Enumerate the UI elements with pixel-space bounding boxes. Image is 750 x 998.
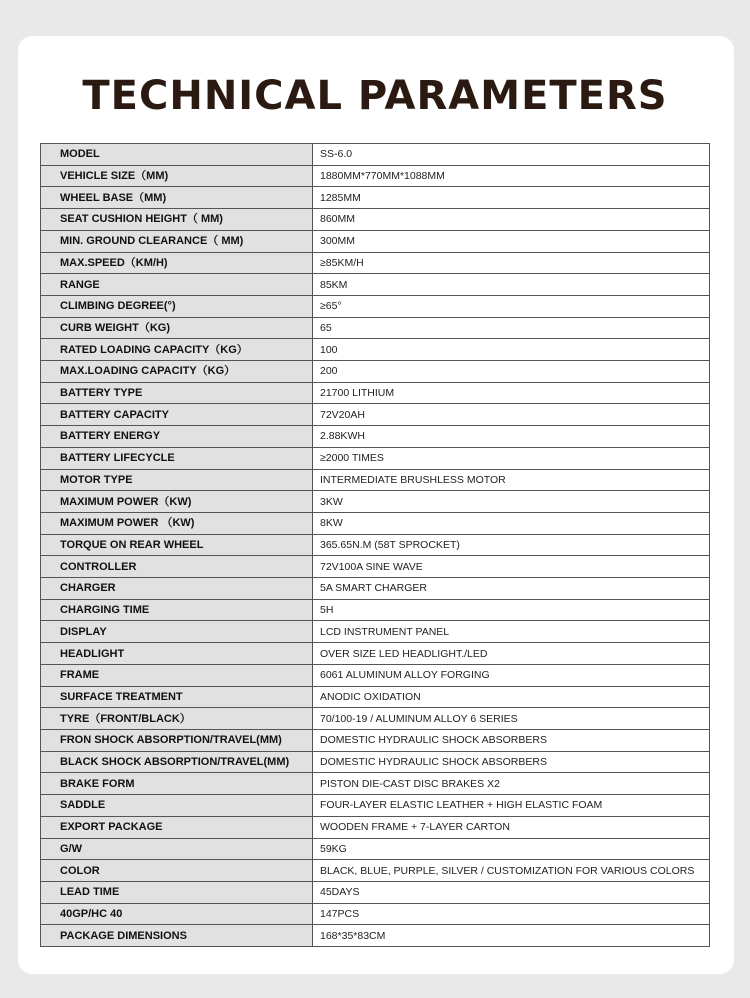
table-row — [41, 578, 710, 600]
parameter-value: PISTON DIE-CAST DISC BRAKES X2 — [313, 773, 710, 795]
parameter-value: 2.88KWH — [313, 426, 710, 448]
parameter-label: BLACK SHOCK ABSORPTION/TRAVEL(MM) — [41, 751, 313, 773]
table-row — [41, 447, 710, 469]
parameter-value: WOODEN FRAME + 7-LAYER CARTON — [313, 816, 710, 838]
parameters-table-body — [41, 144, 710, 947]
parameter-value: 6061 ALUMINUM ALLOY FORGING — [313, 664, 710, 686]
table-row — [41, 686, 710, 708]
parameter-value: FOUR-LAYER ELASTIC LEATHER + HIGH ELASTIC FOAM — [313, 795, 710, 817]
table-row — [41, 795, 710, 817]
parameter-value: 70/100-19 / ALUMINUM ALLOY 6 SERIES — [313, 708, 710, 730]
parameter-value: 5H — [313, 599, 710, 621]
parameter-label: TORQUE ON REAR WHEEL — [41, 534, 313, 556]
table-row — [41, 295, 710, 317]
parameter-label: EXPORT PACKAGE — [41, 816, 313, 838]
parameter-label: MAX.LOADING CAPACITY（KG） — [41, 361, 313, 383]
parameter-label: CLIMBING DEGREE(°) — [41, 295, 313, 317]
parameter-label: CHARGING TIME — [41, 599, 313, 621]
parameter-label: SEAT CUSHION HEIGHT（ MM) — [41, 209, 313, 231]
parameter-value: 8KW — [313, 512, 710, 534]
table-row — [41, 621, 710, 643]
parameter-value: 72V100A SINE WAVE — [313, 556, 710, 578]
parameter-value: 85KM — [313, 274, 710, 296]
table-row — [41, 773, 710, 795]
parameter-label: TYRE（FRONT/BLACK） — [41, 708, 313, 730]
table-row — [41, 881, 710, 903]
table-row — [41, 664, 710, 686]
table-row — [41, 317, 710, 339]
table-row — [41, 404, 710, 426]
parameter-value: 5A SMART CHARGER — [313, 578, 710, 600]
parameter-label: BRAKE FORM — [41, 773, 313, 795]
parameter-label: G/W — [41, 838, 313, 860]
table-row — [41, 274, 710, 296]
parameter-value: 72V20AH — [313, 404, 710, 426]
parameter-value: 3KW — [313, 491, 710, 513]
parameter-label: MODEL — [41, 144, 313, 166]
parameter-value: 300MM — [313, 230, 710, 252]
parameter-label: SADDLE — [41, 795, 313, 817]
parameter-value: 365.65N.M (58T SPROCKET) — [313, 534, 710, 556]
parameter-value: 45DAYS — [313, 881, 710, 903]
parameter-label: FRON SHOCK ABSORPTION/TRAVEL(MM) — [41, 729, 313, 751]
table-row — [41, 339, 710, 361]
table-row — [41, 361, 710, 383]
table-row — [41, 643, 710, 665]
parameter-label: FRAME — [41, 664, 313, 686]
parameter-value: BLACK, BLUE, PURPLE, SILVER / CUSTOMIZATION FOR VARIOUS COLORS — [313, 860, 710, 882]
parameter-label: BATTERY CAPACITY — [41, 404, 313, 426]
parameter-label: HEADLIGHT — [41, 643, 313, 665]
table-row — [41, 252, 710, 274]
parameter-value: 59KG — [313, 838, 710, 860]
parameter-label: BATTERY LIFECYCLE — [41, 447, 313, 469]
parameter-value: SS-6.0 — [313, 144, 710, 166]
parameter-label: CONTROLLER — [41, 556, 313, 578]
parameter-value: 100 — [313, 339, 710, 361]
parameter-label: CHARGER — [41, 578, 313, 600]
parameter-value: 65 — [313, 317, 710, 339]
parameter-value: 200 — [313, 361, 710, 383]
parameter-label: PACKAGE DIMENSIONS — [41, 925, 313, 947]
table-row — [41, 838, 710, 860]
table-row — [41, 165, 710, 187]
page-title: TECHNICAL PARAMETERS — [82, 73, 668, 119]
table-row — [41, 751, 710, 773]
table-row — [41, 469, 710, 491]
parameter-label: MOTOR TYPE — [41, 469, 313, 491]
parameter-value: 168*35*83CM — [313, 925, 710, 947]
table-row — [41, 860, 710, 882]
parameter-value: OVER SIZE LED HEADLIGHT./LED — [313, 643, 710, 665]
parameter-value: 1880MM*770MM*1088MM — [313, 165, 710, 187]
table-row — [41, 534, 710, 556]
parameter-value: ≥85KM/H — [313, 252, 710, 274]
table-row — [41, 426, 710, 448]
parameter-label: CURB WEIGHT（KG) — [41, 317, 313, 339]
parameter-label: DISPLAY — [41, 621, 313, 643]
table-row — [41, 556, 710, 578]
parameter-value: LCD INSTRUMENT PANEL — [313, 621, 710, 643]
parameter-value: 860MM — [313, 209, 710, 231]
parameter-value: DOMESTIC HYDRAULIC SHOCK ABSORBERS — [313, 751, 710, 773]
parameter-value: ≥2000 TIMES — [313, 447, 710, 469]
table-row — [41, 903, 710, 925]
parameter-label: SURFACE TREATMENT — [41, 686, 313, 708]
table-row — [41, 144, 710, 166]
parameter-label: BATTERY ENERGY — [41, 426, 313, 448]
parameter-label: COLOR — [41, 860, 313, 882]
parameter-value: 1285MM — [313, 187, 710, 209]
parameter-label: RATED LOADING CAPACITY（KG） — [41, 339, 313, 361]
parameter-label: VEHICLE SIZE（MM) — [41, 165, 313, 187]
table-row — [41, 816, 710, 838]
table-row — [41, 925, 710, 947]
table-row — [41, 708, 710, 730]
parameter-label: BATTERY TYPE — [41, 382, 313, 404]
parameter-label: 40GP/HC 40 — [41, 903, 313, 925]
parameter-label: MAX.SPEED（KM/H) — [41, 252, 313, 274]
parameter-label: MIN. GROUND CLEARANCE（ MM) — [41, 230, 313, 252]
table-row — [41, 187, 710, 209]
table-row — [41, 382, 710, 404]
table-row — [41, 599, 710, 621]
parameter-label: LEAD TIME — [41, 881, 313, 903]
parameters-table — [40, 143, 710, 947]
parameter-value: ≥65° — [313, 295, 710, 317]
parameter-value: DOMESTIC HYDRAULIC SHOCK ABSORBERS — [313, 729, 710, 751]
parameter-value: 147PCS — [313, 903, 710, 925]
parameter-label: RANGE — [41, 274, 313, 296]
parameter-value: ANODIC OXIDATION — [313, 686, 710, 708]
parameter-value: 21700 LITHIUM — [313, 382, 710, 404]
parameter-value: INTERMEDIATE BRUSHLESS MOTOR — [313, 469, 710, 491]
table-row — [41, 230, 710, 252]
table-row — [41, 512, 710, 534]
parameter-label: MAXIMUM POWER（KW) — [41, 491, 313, 513]
parameter-label: MAXIMUM POWER （KW) — [41, 512, 313, 534]
table-row — [41, 729, 710, 751]
parameter-label: WHEEL BASE（MM) — [41, 187, 313, 209]
table-row — [41, 491, 710, 513]
table-row — [41, 209, 710, 231]
